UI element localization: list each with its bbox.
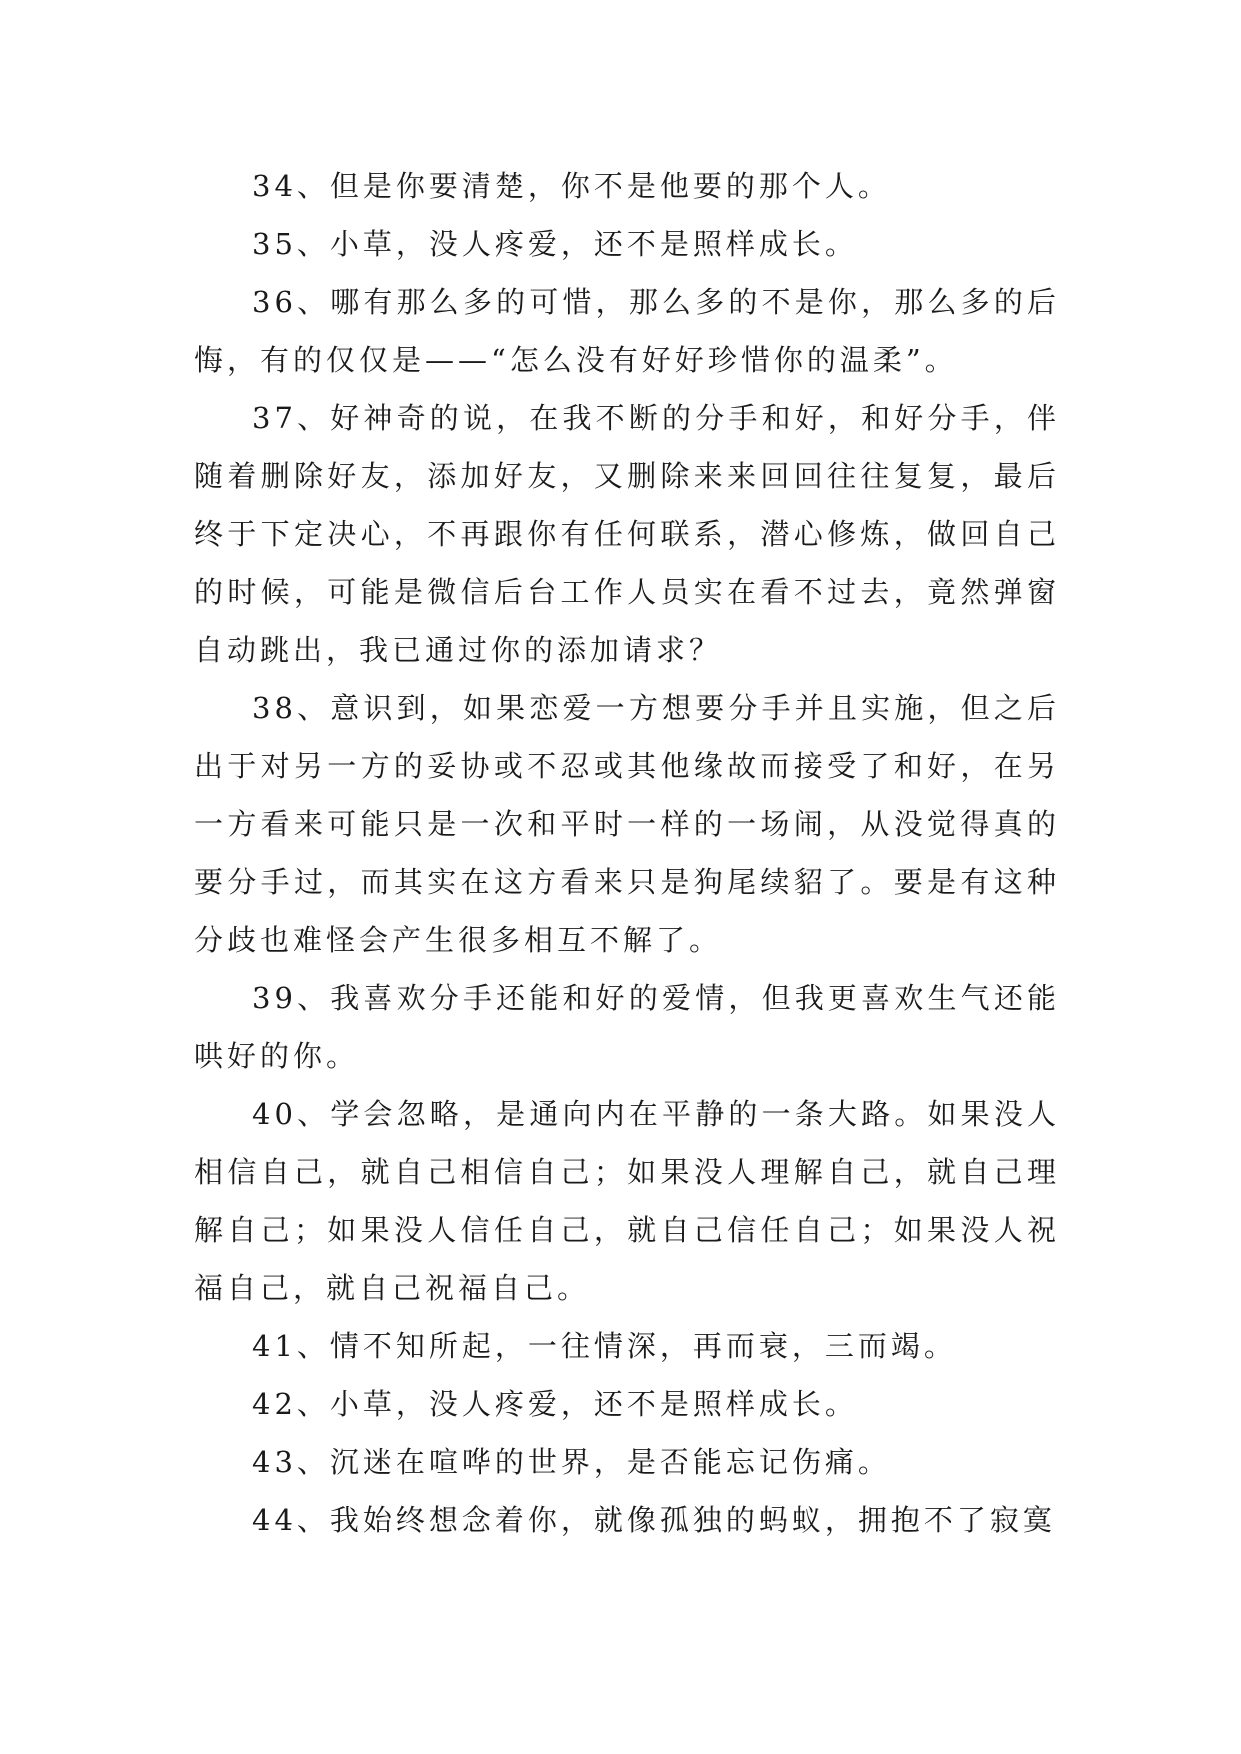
paragraph-41: 41、情不知所起，一往情深，再而衰，三而竭。 <box>252 1329 957 1363</box>
paragraph-44: 44、我始终想念着你，就像孤独的蚂蚁，拥抱不了寂寞 <box>252 1503 1056 1537</box>
paragraph-40: 40、学会忽略，是通向内在平静的一条大路。如果没人相信自己，就自己相信自己；如果没人理解自己，就自己理解自己；如果没人信任自己，就自己信任自己；如果没人祝福自己，就自己祝福自己。 <box>194 1097 1060 1305</box>
paragraph-38: 38、意识到，如果恋爱一方想要分手并且实施，但之后出于对另一方的妥协或不忍或其他缘故而接受了和好，在另一方看来可能只是一次和平时一样的一场闹，从没觉得真的要分手过，而其实在这方看来只是狗尾续貂了。要是有这种分歧也难怪会产生很多相互不解了。 <box>194 691 1060 957</box>
paragraph-39: 39、我喜欢分手还能和好的爱情，但我更喜欢生气还能哄好的你。 <box>194 981 1060 1073</box>
paragraph-37: 37、好神奇的说，在我不断的分手和好，和好分手，伴随着删除好友，添加好友，又删除来来回回往往复复，最后终于下定决心，不再跟你有任何联系，潜心修炼，做回自己的时候，可能是微信后台工作人员实在看不过去，竟然弹窗自动跳出，我已通过你的添加请求？ <box>194 401 1060 667</box>
paragraph-35: 35、小草，没人疼爱，还不是照样成长。 <box>252 227 858 261</box>
paragraph-42: 42、小草，没人疼爱，还不是照样成长。 <box>252 1387 858 1421</box>
paragraph-43: 43、沉迷在喧哗的世界，是否能忘记伤痛。 <box>252 1445 891 1479</box>
paragraph-34: 34、但是你要清楚，你不是他要的那个人。 <box>252 169 891 203</box>
paragraph-36: 36、哪有那么多的可惜，那么多的不是你，那么多的后悔，有的仅仅是——“怎么没有好好珍惜你的温柔”。 <box>194 285 1060 377</box>
document-body <box>194 157 1060 1549</box>
